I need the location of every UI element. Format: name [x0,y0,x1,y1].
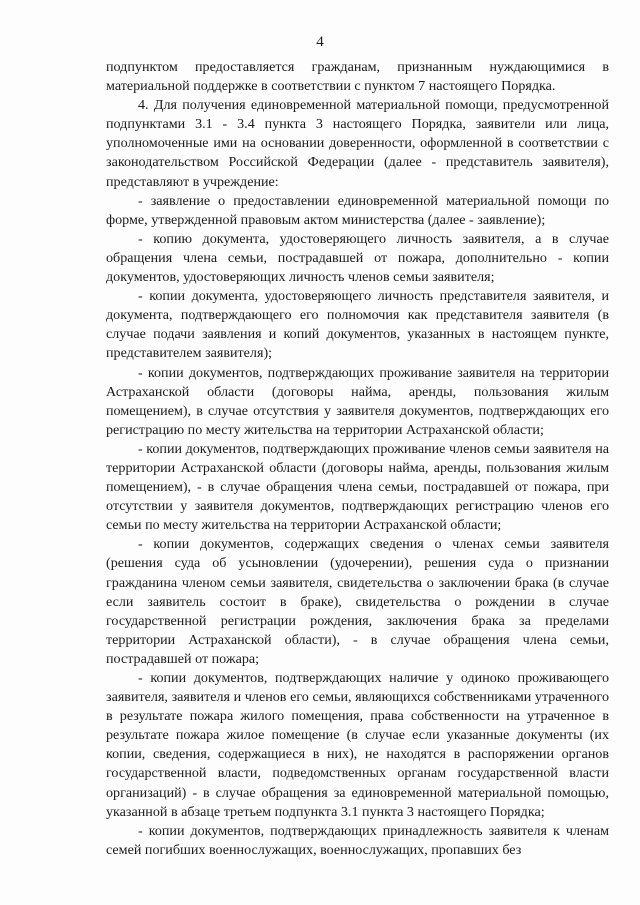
document-body [106,58,609,860]
page-number: 4 [316,34,324,50]
paragraph-2: - заявление о предоставлении единовременной материальной помощи по форме, утвержденной правовым актом министерства (далее - заявление); [106,192,609,228]
paragraph-1: 4. Для получения единовременной материальной помощи, предусмотренной подпунктами 3.1 - 3.4 пункта 3 настоящего Порядка, заявители или лица, уполномоченные ими на основании доверенности, оформленной в соответствии с законодательством Российской Федерации (далее - представитель заявителя), представляют в учреждение: [106,97,609,190]
paragraph-6: - копии документов, подтверждающих проживание членов семьи заявителя на территории Астраханской области (договоры найма, аренды, пользования жилым помещением), - в случае обращения члена семьи, пострадавшей от пожара, при отсутствии у заявителя документов, подтверждающих регистрацию членов его семьи по месту жительства на территории Астраханской области; [106,440,609,534]
paragraph-7: - копии документов, содержащих сведения о членах семьи заявителя (решения суда об усыновлении (удочерении), решения суда о признании гражданина членом семьи заявителя, свидетельства о заключении брака (в случае если заявитель состоит в браке), свидетельства о рождении в случае государственной регистрации рождения, заключения брака за пределами территории Астраханской области), - в случае обращения члена семьи, пострадавшей от пожара; [106,536,609,667]
paragraph-4: - копии документа, удостоверяющего личность представителя заявителя, и документа, подтверждающего его полномочия как представителя заявителя (в случае подачи заявления и копий документов, указанных в настоящем пункте, представителем заявителя); [106,288,609,362]
paragraph-0: подпунктом предоставляется гражданам, признанным нуждающимися в материальной поддержке в соответствии с пунктом 7 настоящего Порядка. [106,59,609,95]
paragraph-5: - копии документов, подтверждающих проживание заявителя на территории Астраханской области (договоры найма, аренды, пользования жилым помещением), в случае отсутствия у заявителя документов, подтверждающих его регистрацию по месту жительства на территории Астраханской области; [106,364,609,438]
paragraph-3: - копию документа, удостоверяющего личность заявителя, а в случае обращения члена семьи, пострадавшей от пожара, дополнительно - копии документов, удостоверяющих личность членов семьи заявителя; [106,230,609,286]
paragraph-9: - копии документов, подтверждающих принадлежность заявителя к членам семей погибших военнослужащих, военнослужащих, пропавших без [106,822,609,858]
paragraph-8: - копии документов, подтверждающих наличие у одиноко проживающего заявителя, заявителя и членов его семьи, являющихся собственниками утраченного в результате пожара жилого помещения, права собственности на утраченное в результате пожара жилое помещение (в случае если указанные документы (их копии, сведения, содержащиеся в них), не находятся в распоряжении органов государственной власти, подведомственных органам государственной власти организаций) - в случае обращения за единовременной материальной помощью, указанной в абзаце третьем подпункта 3.1 пункта 3 настоящего Порядка; [106,670,609,820]
